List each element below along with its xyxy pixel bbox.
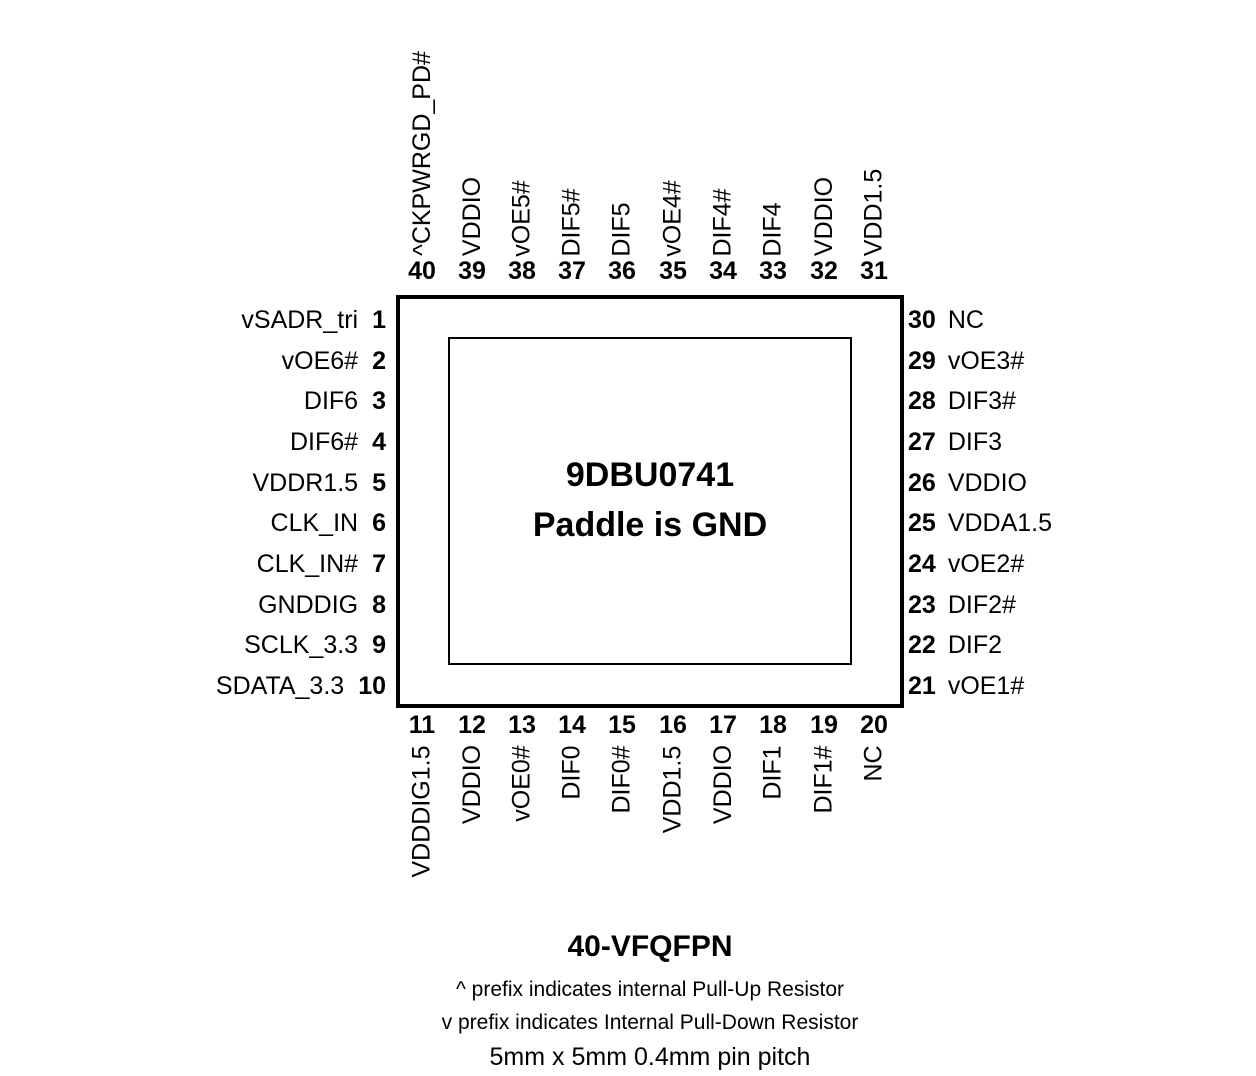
pin-number: 35 <box>659 257 687 285</box>
pin-right <box>908 463 1027 503</box>
pin-number: 29 <box>908 347 936 375</box>
pin-number: 34 <box>709 257 737 285</box>
pin-name: vOE3# <box>947 347 1025 375</box>
pin-name: GNDDIG <box>258 591 359 619</box>
pin-left <box>290 422 386 462</box>
pin-number: 5 <box>372 469 386 497</box>
pin-name: vOE1# <box>947 672 1025 700</box>
pin-name: vOE5# <box>507 179 536 257</box>
pin-name: VDD1.5 <box>859 168 888 256</box>
pin-name: NC <box>947 306 984 334</box>
pin-number: 25 <box>908 509 936 537</box>
pin-name: vOE4# <box>658 179 687 257</box>
pin-name: vOE0# <box>507 744 536 822</box>
pin-name: DIF3# <box>947 387 1016 415</box>
pin-right <box>908 666 1024 706</box>
pin-number: 10 <box>358 672 386 700</box>
pin-number: 3 <box>372 387 386 415</box>
pin-number: 19 <box>810 711 838 739</box>
pin-name: CLK_IN <box>270 509 359 537</box>
pin-name: VDDIO <box>809 176 838 257</box>
pin-right <box>908 585 1016 625</box>
pin-right <box>908 544 1024 584</box>
pin-number: 15 <box>608 711 636 739</box>
pin-number: 21 <box>908 672 936 700</box>
pin-number: 6 <box>372 509 386 537</box>
pin-left <box>216 666 386 706</box>
pin-right <box>908 422 1002 462</box>
dimensions-note: 5mm x 5mm 0.4mm pin pitch <box>489 1043 811 1071</box>
pin-name: DIF5 <box>607 201 636 257</box>
pin-name: VDDIO <box>708 744 737 825</box>
pin-left <box>282 341 386 381</box>
pin-number: 27 <box>908 428 936 456</box>
pin-left <box>304 381 386 421</box>
package-name: 40-VFQFPN <box>567 930 733 963</box>
pin-left <box>253 463 387 503</box>
pin-name: DIF1 <box>758 744 787 800</box>
pin-name: VDDIO <box>457 176 486 257</box>
pin-number: 31 <box>860 257 888 285</box>
pin-left <box>271 503 386 543</box>
pin-name: DIF5# <box>557 187 586 257</box>
pin-name: SCLK_3.3 <box>244 631 359 659</box>
pin-name: DIF6 <box>303 387 359 415</box>
pin-number: 22 <box>908 631 936 659</box>
pin-number: 26 <box>908 469 936 497</box>
pin-name: VDDDIG1.5 <box>407 745 436 877</box>
pin-number: 32 <box>810 257 838 285</box>
pin-number: 1 <box>372 306 386 334</box>
pin-name: VDDIO <box>947 469 1027 497</box>
pin-name: VDD1.5 <box>658 745 687 833</box>
pin-number: 14 <box>558 711 586 739</box>
pin-number: 24 <box>908 550 936 578</box>
pin-name: ^CKPWRGD_PD# <box>407 51 436 256</box>
pin-number: 28 <box>908 387 936 415</box>
pin-name: VDDR1.5 <box>252 469 359 497</box>
pin-left <box>244 625 386 665</box>
pin-name: DIF1# <box>809 744 838 814</box>
pulldown-note: v prefix indicates Internal Pull-Down Resistor <box>441 1011 859 1034</box>
pin-number: 16 <box>659 711 687 739</box>
pin-right <box>908 503 1052 543</box>
pin-name: DIF0 <box>557 744 586 800</box>
pin-name: DIF2# <box>947 591 1016 619</box>
paddle-note: Paddle is GND <box>532 506 768 544</box>
pin-name: VDDIO <box>457 744 486 825</box>
pin-left <box>258 585 386 625</box>
pin-number: 8 <box>372 591 386 619</box>
pin-number: 11 <box>408 711 436 739</box>
pin-number: 17 <box>709 711 737 739</box>
pin-number: 9 <box>372 631 386 659</box>
pin-right <box>908 341 1024 381</box>
pin-number: 20 <box>860 711 888 739</box>
pin-right <box>908 300 984 340</box>
pin-name: vOE6# <box>281 347 359 375</box>
pin-name: vSADR_tri <box>241 306 359 334</box>
pin-number: 4 <box>372 428 386 456</box>
pin-number: 39 <box>458 257 486 285</box>
pin-right <box>908 381 1016 421</box>
pin-number: 13 <box>508 711 536 739</box>
pin-number: 18 <box>759 711 787 739</box>
pin-name: VDDA1.5 <box>947 509 1053 537</box>
pin-number: 36 <box>608 257 636 285</box>
pin-number: 38 <box>508 257 536 285</box>
pin-number: 2 <box>372 347 386 375</box>
pin-name: SDATA_3.3 <box>215 672 345 700</box>
pin-left <box>257 544 386 584</box>
pin-number: 7 <box>372 550 386 578</box>
pin-name: vOE2# <box>947 550 1025 578</box>
pin-number: 23 <box>908 591 936 619</box>
pin-name: DIF3 <box>947 428 1002 456</box>
pin-name: DIF2 <box>947 631 1002 659</box>
pin-left <box>241 300 386 340</box>
pin-name: DIF0# <box>607 744 636 814</box>
pin-number: 30 <box>908 306 936 334</box>
pin-name: DIF6# <box>290 428 359 456</box>
pin-name: NC <box>859 744 888 782</box>
part-number: 9DBU0741 <box>565 456 735 494</box>
pin-number: 40 <box>408 257 436 285</box>
chip-label <box>448 450 852 550</box>
pin-number: 12 <box>458 711 486 739</box>
pin-name: DIF4# <box>708 187 737 257</box>
pullup-note: ^ prefix indicates internal Pull-Up Resistor <box>455 978 844 1001</box>
pin-number: 37 <box>558 257 586 285</box>
pin-name: CLK_IN# <box>256 550 359 578</box>
pin-number: 33 <box>759 257 787 285</box>
pin-right <box>908 625 1002 665</box>
pin-name: DIF4 <box>758 201 787 257</box>
